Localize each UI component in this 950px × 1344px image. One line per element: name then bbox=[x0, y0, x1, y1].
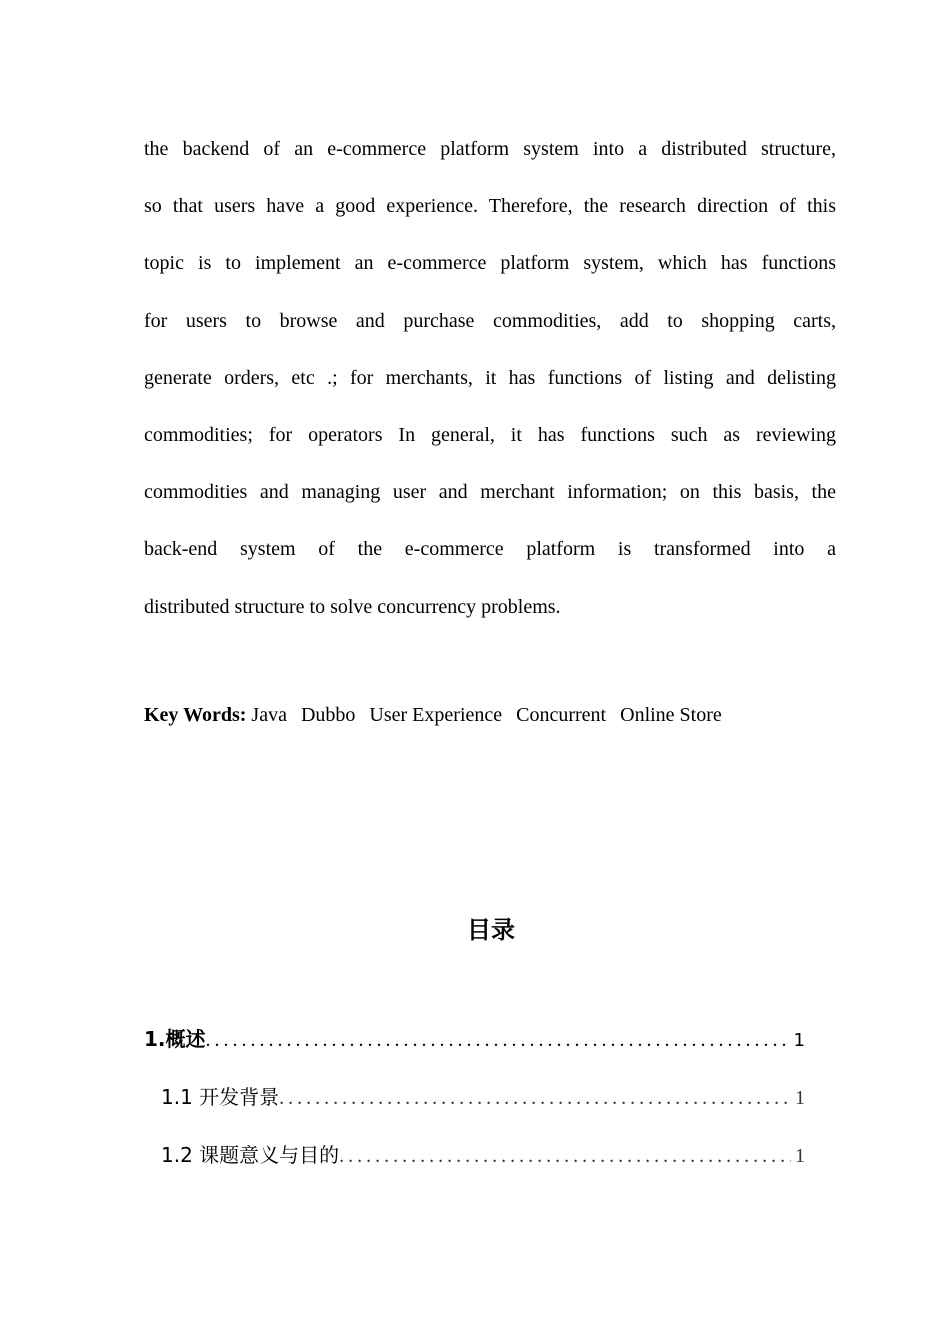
toc-dot-leader bbox=[339, 1136, 791, 1176]
abstract-line: topic is to implement an e-commerce platform system, which has functions bbox=[144, 252, 836, 275]
keyword: Java bbox=[251, 704, 287, 726]
abstract-line: commodities; for operators In general, it has functions such as reviewing bbox=[144, 423, 836, 446]
abstract-line: generate orders, etc .; for merchants, it has functions of listing and delisting bbox=[144, 366, 836, 389]
toc-entry-background[interactable] bbox=[161, 1077, 805, 1118]
toc-entry-text: 1.1 开发背景 bbox=[161, 1085, 280, 1109]
abstract-paragraph bbox=[144, 121, 836, 636]
keywords-label: Key Words: bbox=[144, 704, 247, 726]
toc-page-number: 1 bbox=[795, 1145, 805, 1167]
toc-entry-overview[interactable] bbox=[144, 1019, 805, 1061]
keyword: Dubbo bbox=[300, 704, 356, 726]
abstract-line: for users to browse and purchase commodities, add to shopping carts, bbox=[144, 309, 836, 332]
abstract-line: so that users have a good experience. Therefore, the research direction of this bbox=[144, 195, 836, 218]
toc-entry-text: 1.2 课题意义与目的 bbox=[161, 1143, 340, 1167]
keyword: Online Store bbox=[620, 704, 722, 726]
abstract-line: commodities and managing user and merchant information; on this basis, the bbox=[144, 481, 836, 504]
toc-page-number: 1 bbox=[793, 1030, 805, 1051]
keyword: Concurrent bbox=[516, 704, 607, 726]
toc-entry-text: 1.概述 bbox=[144, 1027, 206, 1051]
toc-dot-leader bbox=[279, 1078, 791, 1118]
toc-page-number: 1 bbox=[795, 1087, 805, 1109]
toc-entry-significance[interactable] bbox=[161, 1135, 805, 1176]
abstract-line: distributed structure to solve concurrency problems. bbox=[144, 595, 561, 618]
toc-dot-leader bbox=[206, 1020, 790, 1060]
keyword: User Experience bbox=[369, 704, 503, 726]
toc-title: 目录 bbox=[467, 916, 515, 944]
abstract-line: the backend of an e-commerce platform system into a distributed structure, bbox=[144, 138, 836, 160]
abstract-line: back-end system of the e-commerce platform is transformed into a bbox=[144, 538, 836, 561]
keywords-line bbox=[144, 693, 836, 737]
